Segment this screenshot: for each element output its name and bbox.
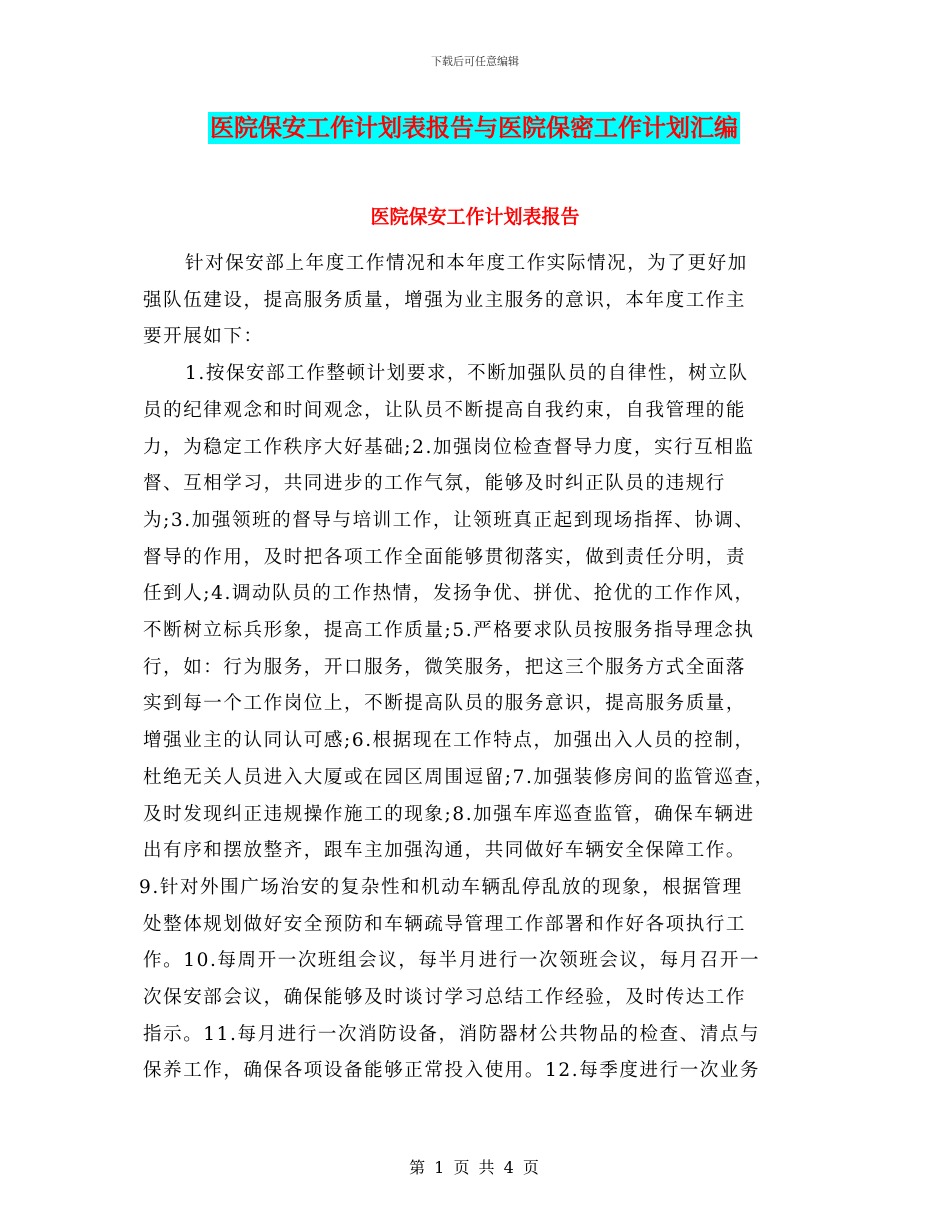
document-title: 医院保安工作计划表报告与医院保密工作计划汇编	[210, 113, 738, 142]
body-line: 处整体规划做好安全预防和车辆疏导管理工作部署和作好各项执行工	[143, 913, 747, 935]
body-line: 员的纪律观念和时间观念，让队员不断提高自我约束，自我管理的能	[143, 399, 747, 421]
section-title: 医院保安工作计划表报告	[370, 206, 580, 228]
body-line: 增强业主的认同认可感;6.根据现在工作特点，加强出入人员的控制，	[143, 730, 755, 752]
body-text	[139, 246, 808, 1090]
body-line: 督、互相学习，共同进步的工作气氛，能够及时纠正队员的违规行	[143, 473, 726, 495]
body-line: 要开展如下：	[143, 326, 264, 348]
body-line: 强队伍建设，提高服务质量，增强为业主服务的意识，本年度工作主	[143, 289, 747, 311]
body-line: 9.针对外围广场治安的复杂性和机动车辆乱停乱放的现象，根据管理	[139, 876, 743, 898]
body-line: 杜绝无关人员进入大厦或在园区周围逗留;7.加强装修房间的监管巡查，	[143, 766, 775, 788]
body-line: 作。10.每周开一次班组会议，每半月进行一次领班会议，每月召开一	[143, 950, 761, 972]
body-line: 任到人;4.调动队员的工作热情，发扬争优、拼优、抢优的工作作风，	[143, 583, 755, 605]
body-line: 1.按保安部工作整顿计划要求，不断加强队员的自律性，树立队	[185, 363, 749, 385]
body-line: 为;3.加强领班的督导与培训工作，让领班真正起到现场指挥、协调、	[143, 509, 755, 531]
body-line: 督导的作用，及时把各项工作全面能够贯彻落实，做到责任分明，责	[143, 546, 747, 568]
body-line: 力，为稳定工作秩序大好基础;2.加强岗位检查督导力度，实行互相监	[143, 436, 755, 458]
page-number: 第 1 页 共 4 页	[409, 1158, 541, 1177]
body-line: 保养工作，确保各项设备能够正常投入使用。12.每季度进行一次业务	[143, 1060, 761, 1082]
body-line: 出有序和摆放整齐，跟车主加强沟通，共同做好车辆安全保障工作。	[143, 840, 747, 862]
body-line: 次保安部会议，确保能够及时谈讨学习总结工作经验，及时传达工作	[143, 987, 747, 1009]
body-line: 针对保安部上年度工作情况和本年度工作实际情况，为了更好加	[185, 253, 748, 274]
page-header-note: 下载后可任意编辑	[431, 55, 519, 68]
body-line: 指示。11.每月进行一次消防设备，消防器材公共物品的检查、清点与	[143, 1023, 761, 1045]
body-line: 及时发现纠正违规操作施工的现象;8.加强车库巡查监管，确保车辆进	[143, 803, 755, 825]
body-line: 不断树立标兵形象，提高工作质量;5.严格要求队员按服务指导理念执	[143, 620, 755, 642]
body-line: 行，如：行为服务，开口服务，微笑服务，把这三个服务方式全面落	[143, 656, 747, 678]
body-line: 实到每一个工作岗位上，不断提高队员的服务意识，提高服务质量，	[143, 693, 747, 715]
